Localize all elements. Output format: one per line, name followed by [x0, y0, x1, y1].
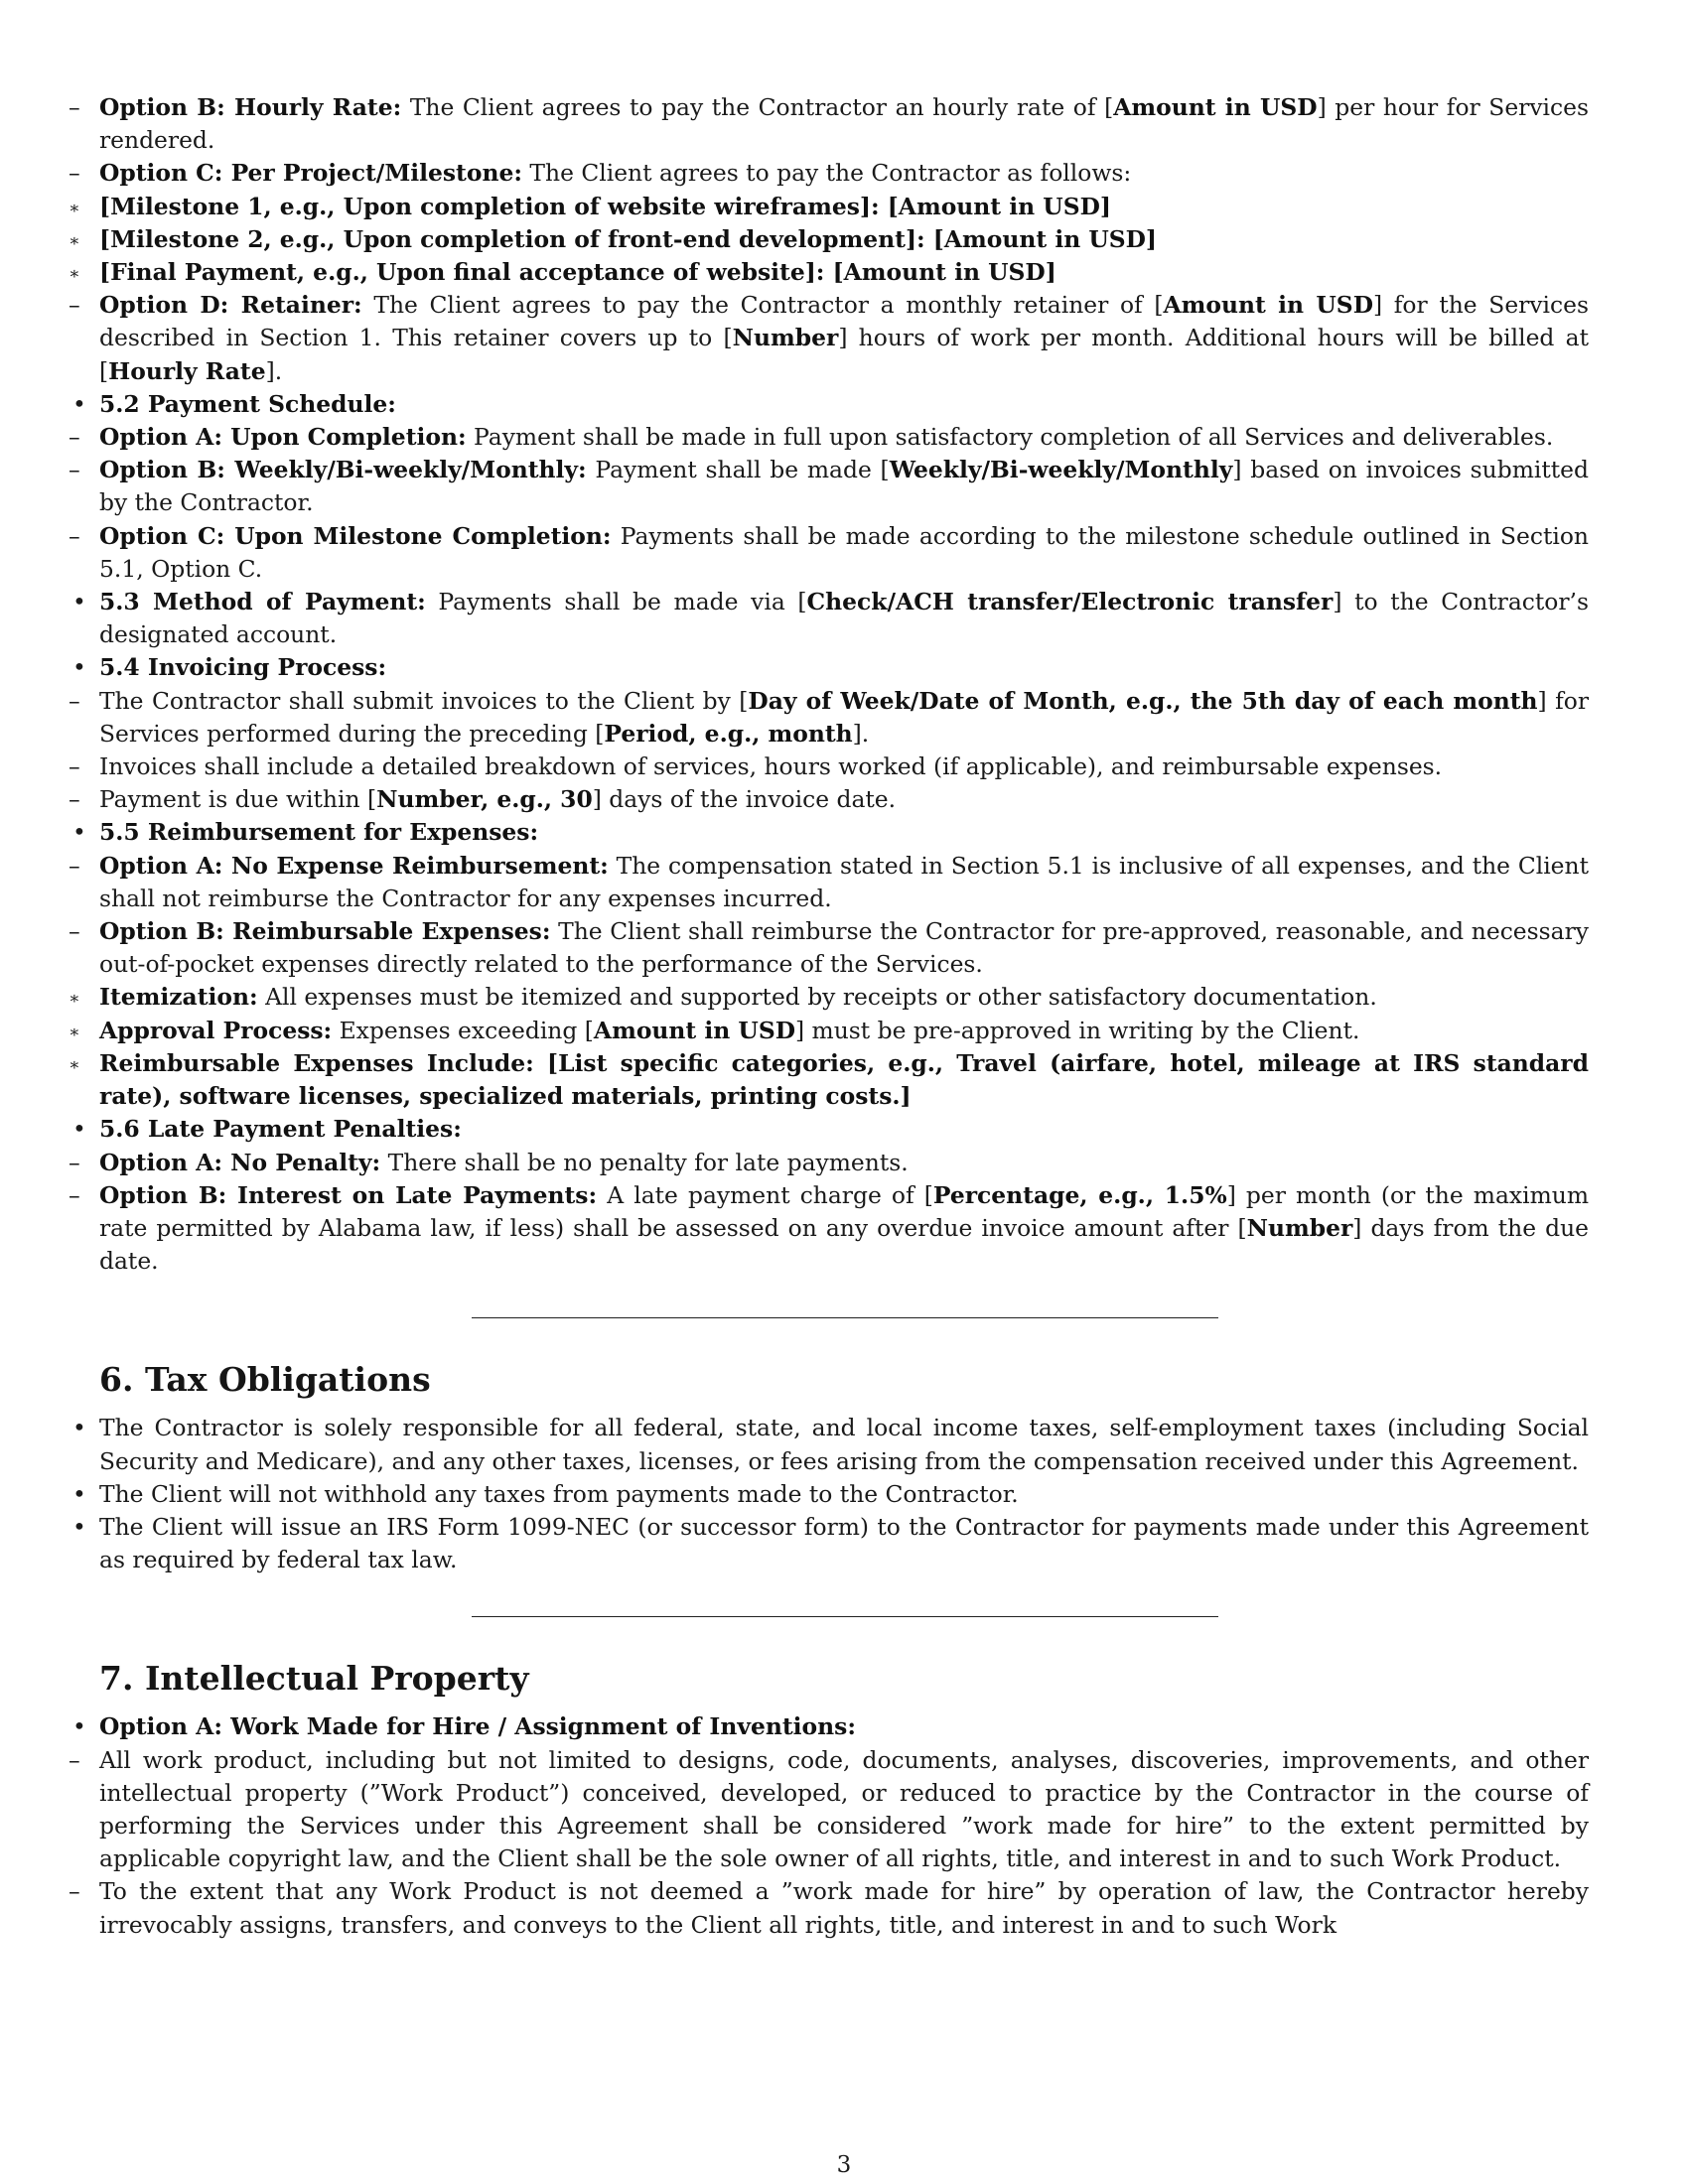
- reimbursable-expenses-item: ∗ Reimbursable Expenses Include: [List specific categories, e.g., Travel (airfare, hotel, mileage at IRS standard rate), software licenses, specialized materials, printing costs.]: [69, 1048, 1589, 1111]
- bullet-marker: •: [72, 818, 86, 847]
- reimbursement-option-a: – Option A: No Expense Reimbursement: The compensation stated in Section 5.1 is inclusive of all expenses, and the Client shall not reimburse the Contractor for any expenses incurred.: [69, 851, 1589, 912]
- dash-marker: –: [69, 93, 80, 121]
- ip-item: – To the extent that any Work Product is not deemed a ”work made for hire” by operation of law, the Contractor hereby irrevocably assigns, transfers, and conveys to the Client all rights, title, and interest in and to such Work: [69, 1877, 1589, 1939]
- dash-marker: –: [69, 1180, 80, 1209]
- section-6-heading: 6. Tax Obligations: [99, 1360, 431, 1400]
- schedule-option-a: – Option A: Upon Completion: Payment shall be made in full upon satisfactory completion of all Services and deliverables.: [99, 421, 1589, 454]
- page-number: 3: [836, 2152, 852, 2178]
- late-option-a: – Option A: No Penalty: There shall be no penalty for late payments.: [99, 1147, 1589, 1179]
- dash-marker: –: [69, 521, 80, 550]
- dash-marker: –: [69, 1745, 80, 1774]
- approval-process-item: ∗ Approval Process: Expenses exceeding [Amount in USD] must be pre-approved in writing by the Client.: [99, 1015, 1589, 1047]
- method-of-payment: • 5.3 Method of Payment: Payments shall be made via [Check/ACH transfer/Electronic transfer] to the Contractor’s designated account.: [72, 588, 1589, 649]
- document-page: [69, 91, 1590, 1942]
- dash-marker: –: [69, 785, 80, 814]
- dash-marker: –: [69, 752, 80, 781]
- invoicing-item: – Payment is due within [Number, e.g., 30] days of the invoice date.: [99, 783, 1589, 816]
- late-option-b: – Option B: Interest on Late Payments: A late payment charge of [Percentage, e.g., 1.5%] per month (or the maximum rate permitted by Alabama law, if less) shall be assessed on any overdue invoice amount after [Number] days from the due date.: [69, 1180, 1590, 1276]
- dash-marker: –: [69, 1877, 80, 1906]
- schedule-option-b: – Option B: Weekly/Bi-weekly/Monthly: Payment shall be made [Weekly/Bi-weekly/Monthly] based on invoices submitted by the Contractor.: [69, 456, 1589, 517]
- tax-item: • The Client will issue an IRS Form 1099-NEC (or successor form) to the Contractor for payments made under this Agreement as required by federal tax law.: [72, 1512, 1589, 1574]
- dash-marker: –: [69, 291, 80, 320]
- invoicing-item: – Invoices shall include a detailed breakdown of services, hours worked (if applicable), and reimbursable expenses.: [99, 751, 1589, 783]
- ip-option-a-heading: • Option A: Work Made for Hire / Assignment of Inventions:: [99, 1710, 1589, 1743]
- star-marker: ∗: [69, 1022, 80, 1042]
- bullet-marker: •: [72, 1512, 86, 1541]
- section-divider: [472, 1616, 1218, 1617]
- star-marker: ∗: [69, 230, 80, 251]
- bullet-marker: •: [72, 1712, 86, 1741]
- bullet-marker: •: [72, 1414, 86, 1442]
- bullet-marker: •: [72, 389, 86, 418]
- bullet-marker: •: [72, 1479, 86, 1508]
- milestone-item: ∗ [Milestone 1, e.g., Upon completion of website wireframes]: [Amount in USD]: [99, 191, 1589, 223]
- late-payment-heading: • 5.6 Late Payment Penalties:: [99, 1113, 1589, 1146]
- tax-item: • The Client will not withhold any taxes from payments made to the Contractor.: [99, 1478, 1589, 1511]
- option-per-milestone: – Option C: Per Project/Milestone: The Client agrees to pay the Contractor as follows:: [99, 157, 1589, 190]
- star-marker: ∗: [69, 989, 80, 1010]
- option-hourly-rate: – Option B: Hourly Rate: The Client agrees to pay the Contractor an hourly rate of [Amount in USD] per hour for Services rendered.: [69, 93, 1589, 155]
- dash-marker: –: [69, 917, 80, 946]
- star-marker: ∗: [69, 1054, 80, 1075]
- dash-marker: –: [69, 423, 80, 452]
- option-retainer: – Option D: Retainer: The Client agrees to pay the Contractor a monthly retainer of [Amount in USD] for the Services described in Section 1. This retainer covers up to [Number] hours of work per month. Additional hours will be billed at [Hourly Rate].: [69, 291, 1589, 385]
- section-7-heading: 7. Intellectual Property: [99, 1659, 529, 1699]
- dash-marker: –: [69, 159, 80, 188]
- star-marker: ∗: [69, 264, 80, 285]
- schedule-option-c: – Option C: Upon Milestone Completion: Payments shall be made according to the milestone schedule outlined in Section 5.1, Option C.: [69, 521, 1589, 583]
- reimbursement-option-b: – Option B: Reimbursable Expenses: The Client shall reimburse the Contractor for pre-approved, reasonable, and necessary out-of-pocket expenses directly related to the performance of the Services.: [69, 917, 1589, 979]
- reimbursement-heading: • 5.5 Reimbursement for Expenses:: [99, 816, 1589, 849]
- bullet-marker: •: [72, 588, 86, 616]
- dash-marker: –: [69, 686, 80, 715]
- bullet-marker: •: [72, 1115, 86, 1144]
- milestone-item: ∗ [Milestone 2, e.g., Upon completion of front-end development]: [Amount in USD]: [99, 223, 1589, 256]
- dash-marker: –: [69, 1148, 80, 1176]
- dash-marker: –: [69, 851, 80, 880]
- dash-marker: –: [69, 456, 80, 484]
- invoicing-item: – The Contractor shall submit invoices to the Client by [Day of Week/Date of Month, e.g., the 5th day of each month] for Services performed during the preceding [Period, e.g., month].: [69, 686, 1590, 748]
- tax-item: • The Contractor is solely responsible for all federal, state, and local income taxes, self-employment taxes (including Social Security and Medicare), and any other taxes, licenses, or fees arising from the compensation received under this Agreement.: [72, 1414, 1589, 1475]
- itemization-item: ∗ Itemization: All expenses must be itemized and supported by receipts or other satisfactory documentation.: [99, 981, 1589, 1014]
- star-marker: ∗: [69, 198, 80, 218]
- section-divider: [472, 1317, 1218, 1318]
- ip-item: – All work product, including but not limited to designs, code, documents, analyses, discoveries, improvements, and other intellectual property (”Work Product”) conceived, developed, or reduced to practice by the Contractor in the course of performing the Services under this Agreement shall be considered ”work made for hire” to the extent permitted by applicable copyright law, and the Client shall be the sole owner of all rights, title, and interest in and to such Work Product.: [69, 1745, 1589, 1873]
- invoicing-process-heading: • 5.4 Invoicing Process:: [99, 651, 1589, 684]
- payment-schedule-heading: • 5.2 Payment Schedule:: [99, 388, 1589, 421]
- milestone-item: ∗ [Final Payment, e.g., Upon final acceptance of website]: [Amount in USD]: [99, 256, 1589, 289]
- bullet-marker: •: [72, 653, 86, 682]
